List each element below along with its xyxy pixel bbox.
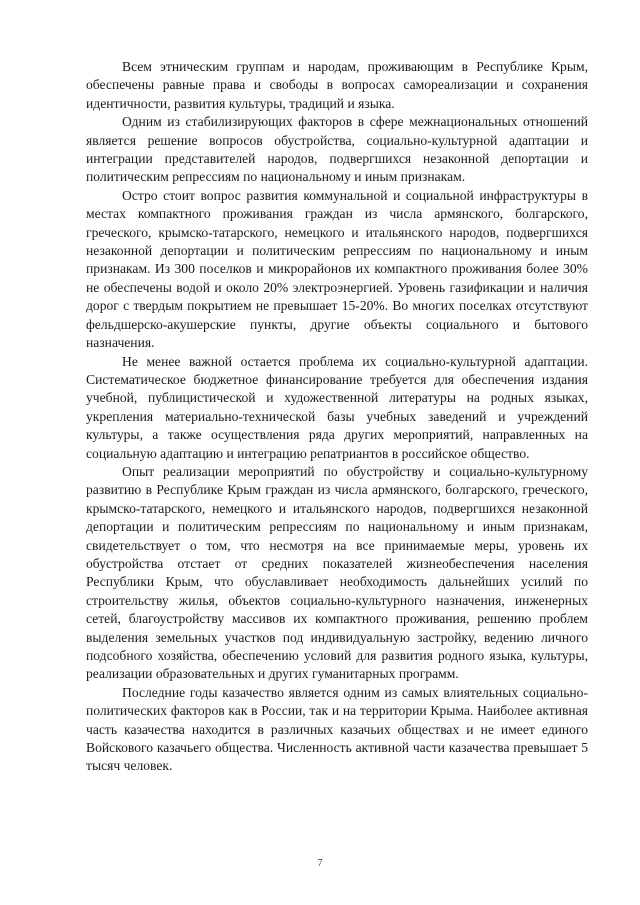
document-body <box>86 58 588 776</box>
paragraph-equal-rights: Всем этническим группам и народам, проживающим в Республике Крым, обеспечены равные права и свободы в вопросах самореализации и сохранения идентичности, развития культуры, традиций и языка. <box>86 59 588 111</box>
paragraph-cossacks: Последние годы казачество является одним из самых влиятельных социально-политических факторов как в России, так и на территории Крыма. Наиболее активная часть казачества находится в различных казачьих обществах и не имеет единого Войскового казачьего общества. Численность активной части казачества превышает 5 тысяч человек. <box>86 684 588 774</box>
page-number: 7 <box>317 858 323 869</box>
paragraph-implementation-experience: Опыт реализации мероприятий по обустройству и социально-культурному развитию в Республике Крым граждан из числа армянского, болгарского, греческого, крымско-татарского, немецкого и итальянского народов, подвергшихся незаконной депортации и политическим репрессиям по национальному и иным признакам, свидетельствует о том, что несмотря на все принимаемые меры, уровень их обустройства отстает от средних показателей жизнеобеспечения населения Республики Крым, что обуславливает необходимость дальнейших усилий по строительству жилья, объектов социально-культурного назначения, инженерных сетей, благоустройству массивов их компактного проживания, решению проблем выделения земельных участков под индивидуальную застройку, ведению личного подсобного хозяйства, обеспечению условий для развития родного языка, культуры, реализации образовательных и других гуманитарных программ. <box>86 463 588 682</box>
paragraph-cultural-adaptation: Не менее важной остается проблема их социально-культурной адаптации. Систематическое бюджетное финансирование требуется для обеспечения издания учебной, публицистической и художественной литературы на родных языках, укрепления материально-технической базы учебных заведений и учреждений культуры, а также осуществления ряда других мероприятий, направленных на социальную адаптацию и интеграцию репатриантов в российское общество. <box>86 353 588 461</box>
paragraph-stabilizing-factors: Одним из стабилизирующих факторов в сфере межнациональных отношений является решение вопросов обустройства, социально-культурной адаптации и интеграции представителей народов, подвергшихся незаконной депортации и политическим репрессиям по национальному и иным признакам. <box>86 114 588 185</box>
paragraph-infrastructure: Остро стоит вопрос развития коммунальной и социальной инфраструктуры в местах компактного проживания граждан из числа армянского, болгарского, греческого, крымско-татарского, немецкого и итальянского народов, подвергшихся незаконной депортации и политическим репрессиям по национальному и иным признакам. Из 300 поселков и микрорайонов их компактного проживания более 30% не обеспечены водой и около 20% электроэнергией. Уровень газификации и наличия дорог с твердым покрытием не превышает 15-20%. Во многих поселках отсутствуют фельдшерско-акушерские пункты, другие объекты социального и бытового назначения. <box>86 187 588 351</box>
